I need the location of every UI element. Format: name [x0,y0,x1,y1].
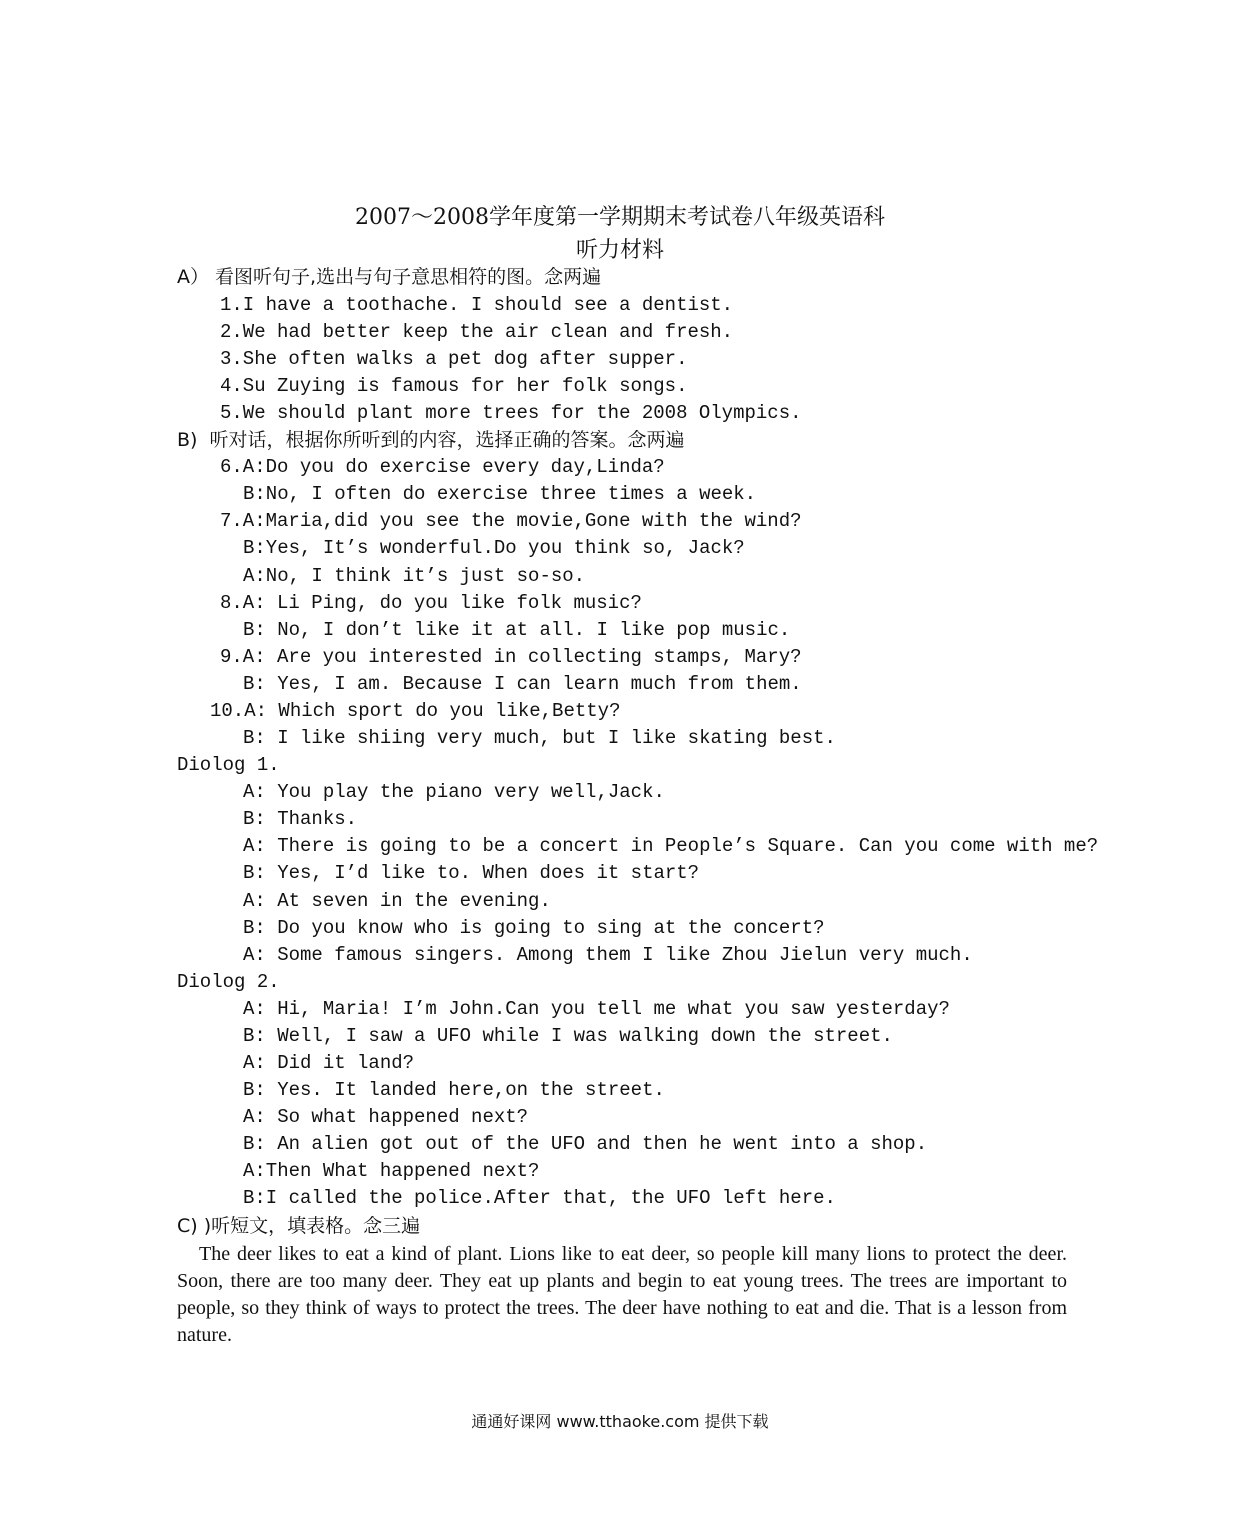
dialogue-line: B: Thanks. [243,808,358,830]
dialogue-line: B:Yes, It’s wonderful.Do you think so, Jack? [243,537,745,559]
dialogue-line: B: Yes. It landed here,on the street. [243,1079,665,1101]
dialogue-line: 9.A: Are you interested in collecting stamps, Mary? [220,646,802,668]
page-footer: 通通好课网 www.tthaoke.com 提供下载 [471,1412,769,1431]
list-item: 5.We should plant more trees for the 2008 Olympics. [220,402,802,424]
dialogue-line: A: Hi, Maria! I’m John.Can you tell me what you saw yesterday? [243,998,950,1020]
dialogue-line: B: I like shiing very much, but I like skating best. [243,727,836,749]
dialogue-line: A:No, I think it’s just so-so. [243,565,586,587]
dialogue-line: A:Then What happened next? [243,1160,540,1182]
dialogue-line: A: There is going to be a concert in People’s Square. Can you come with me? [243,835,1099,857]
dialogue-line: B: Yes, I am. Because I can learn much from them. [243,673,802,695]
dialog-2-heading: Diolog 2. [177,971,280,993]
dialogue-line: B: Well, I saw a UFO while I was walking down the street. [243,1025,893,1047]
dialogue-line: A: So what happened next? [243,1106,529,1128]
dialogue-line: A: At seven in the evening. [243,890,551,912]
dialogue-line: B: No, I don’t like it at all. I like pop music. [243,619,791,641]
list-item: 2.We had better keep the air clean and fresh. [220,321,734,343]
dialogue-line: 8.A: Li Ping, do you like folk music? [220,592,642,614]
dialogue-line: 10.A: Which sport do you like,Betty? [210,700,621,722]
list-item: 1.I have a toothache. I should see a dentist. [220,294,734,316]
dialogue-line: B: Yes, I’d like to. When does it start? [243,862,700,884]
list-item: 4.Su Zuying is famous for her folk songs. [220,375,688,397]
section-b-heading: B) 听对话，根据你所听到的内容，选择正确的答案。念两遍 [177,429,685,451]
section-c-heading: C) )听短文，填表格。念三遍 [177,1215,421,1237]
dialogue-line: A: Did it land? [243,1052,415,1074]
dialogue-line: 7.A:Maria,did you see the movie,Gone with the wind? [220,510,802,532]
dialog-1-heading: Diolog 1. [177,754,280,776]
dialogue-line: B:I called the police.After that, the UFO left here. [243,1187,836,1209]
dialogue-line: B: Do you know who is going to sing at the concert? [243,917,825,939]
passage-paragraph: The deer likes to eat a kind of plant. Lions like to eat deer, so people kill many lions to protect the deer. Soon, there are too many deer. They eat up plants and begin to eat young trees. The trees are important to people, so they think of ways to protect the trees. The deer have nothing to eat and die. That is a lesson from nature. [177,1243,1067,1346]
list-item: 3.She often walks a pet dog after supper. [220,348,688,370]
dialogue-line: A: You play the piano very well,Jack. [243,781,665,803]
section-a-heading: A） 看图听句子,选出与句子意思相符的图。念两遍 [177,266,602,288]
dialogue-line: B:No, I often do exercise three times a week. [243,483,757,505]
dialogue-line: A: Some famous singers. Among them I like Zhou Jielun very much. [243,944,973,966]
page-subtitle: 听力材料 [575,238,664,263]
dialogue-line: 6.A:Do you do exercise every day,Linda? [220,456,665,478]
page-title: 2007～2008学年度第一学期期末考试卷八年级英语科 [355,205,885,230]
dialogue-line: B: An alien got out of the UFO and then he went into a shop. [243,1133,928,1155]
